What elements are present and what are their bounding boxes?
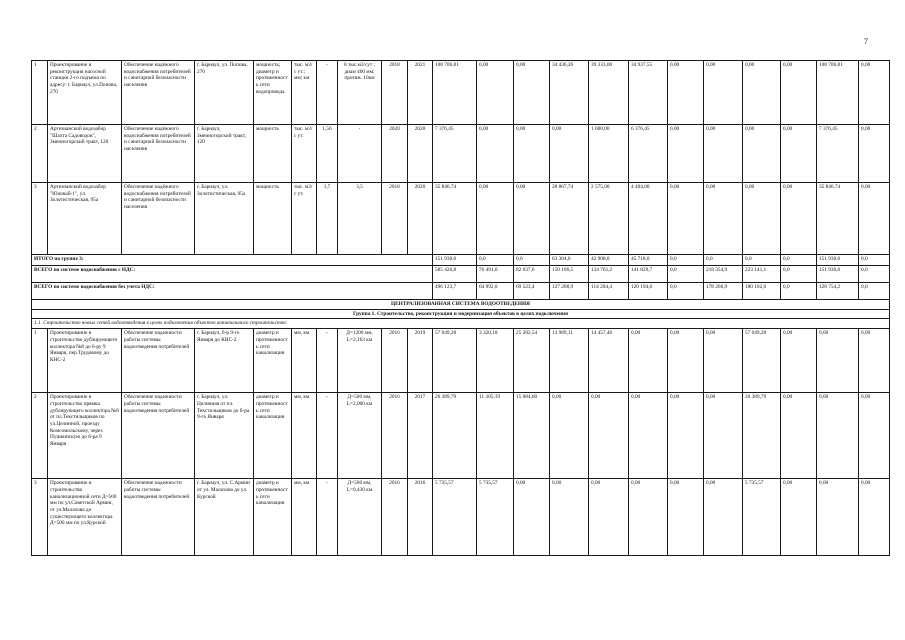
cost-cell: 0,00 [589,393,629,479]
object-location: г. Барнаул, б-р 9-го Января до КНС-2 [195,329,254,393]
cost-cell: 0,00 [514,183,550,255]
object-name: Артезианский водозабор "Южный-1", ул. Золотистическая, 95а [48,183,122,255]
row-number: 2 [32,125,48,183]
cost-cell: 0,00 [859,125,890,183]
object-purpose: Обеспечение надежности работы системы водоотведения потребителей [122,329,195,393]
parameter-unit: тыс. м3/с ут. [292,183,317,255]
table-row [32,329,890,393]
cost-cell: 0,0 [668,266,704,283]
total-cost: 5 735,57 [433,479,477,556]
total-cost: 585 426,8 [433,266,477,283]
cost-cell: 0,00 [859,183,890,255]
total-row [32,283,890,300]
total-label: ВСЕГО по системе водоснабжения без учета НДС: [32,283,433,300]
object-purpose: Обеспечение надежности работы системы водоотведения потребителей [122,479,195,556]
technical-parameter: мощность [254,183,292,255]
technical-parameter: мощность; диаметр и протяженность сети водопровода [254,61,292,125]
cost-cell: 128 754,2 [817,283,859,300]
cost-cell: 15 084,60 [514,393,550,479]
cost-cell: 127 208,9 [550,283,589,300]
cost-cell: 0,0 [743,255,781,266]
cost-cell: 0,0 [668,283,704,300]
section-title: ЦЕНТРАЛИЗОВАННАЯ СИСТЕМА ВОДООТВЕДЕНИЯ [32,300,890,310]
cost-cell: 0,00 [704,393,743,479]
cost-cell: 114 204,4 [589,283,629,300]
cost-cell: 6 376,45 [629,125,668,183]
cost-cell: 0,0 [781,283,817,300]
value-before: - [317,479,338,556]
year-end: 2021 [408,61,433,125]
cost-cell: 0,00 [629,479,668,556]
cost-cell: 0,00 [514,61,550,125]
cost-cell: 13 989,11 [550,329,589,393]
cost-cell: 120 194,6 [629,283,668,300]
cost-cell: 0,00 [477,125,514,183]
value-after: 8 тыс.м3/сут ; диам 400 мм; протяж. 10км [338,61,382,125]
value-after: - [338,125,382,183]
object-purpose: Обеспечение надёжного водоснабжения потребителей и санитарной безопасности населения [122,125,195,183]
cost-cell: 39 333,00 [589,61,629,125]
technical-parameter: диаметр и протяженность сети канализации [254,393,292,479]
year-end: 2016 [408,479,433,556]
value-before: - [317,329,338,393]
cost-cell: 3 320,18 [477,329,514,393]
cost-cell: 0,0 [859,255,890,266]
cost-cell: 34 937,55 [629,61,668,125]
cost-cell: 0,00 [629,393,668,479]
cost-cell: 0,00 [781,393,817,479]
cost-cell: 0,00 [668,393,704,479]
subgroup-header-row [32,319,890,329]
year-end: 2020 [408,183,433,255]
cost-cell: 0,00 [859,61,890,125]
cost-cell: 0,00 [704,329,743,393]
cost-cell: 0,00 [743,183,781,255]
total-cost: 108 706,81 [433,61,477,125]
cost-cell: 0,00 [550,125,589,183]
value-before: - [317,61,338,125]
total-label: ВСЕГО по системе водоснабжения с НДС: [32,266,433,283]
cost-cell: 218 354,9 [704,266,743,283]
cost-cell: 0,00 [668,183,704,255]
cost-cell: 0,0 [781,266,817,283]
cost-cell: 5 735,57 [477,479,514,556]
cost-cell: 57 049,28 [743,329,781,393]
cost-cell: 7 376,45 [817,125,859,183]
cost-cell: 25 282,54 [514,329,550,393]
object-name: Проектирование и строительство канализационной сети Д=500 мм по ул.Советской Армии, от ул.Малахова до существующего коллектора Д=500 мм по ул.Курской [48,479,122,556]
value-before: 1,56 [317,125,338,183]
year-start: 2020 [382,125,408,183]
row-number: 3 [32,183,48,255]
object-location: г. Барнаул, ул. Целинная от пл. Текстильщиков до б-ра 9-го Января [195,393,254,479]
row-number: 1 [32,329,48,393]
cost-cell: 0,0 [859,283,890,300]
cost-cell: 141 829,7 [629,266,668,283]
group-header-row [32,309,890,319]
cost-cell: 0,00 [817,479,859,556]
cost-cell: 151 930,0 [817,255,859,266]
cost-cell: 108 706,81 [817,61,859,125]
cost-cell: 0,00 [743,125,781,183]
cost-cell: 0,0 [781,255,817,266]
investment-program-table [31,60,890,556]
cost-cell: 134 761,2 [589,266,629,283]
cost-cell: 0,00 [704,183,743,255]
cost-cell: 180 102,6 [743,283,781,300]
cost-cell: 223 141,1 [743,266,781,283]
cost-cell: 0,00 [477,61,514,125]
cost-cell: 0,00 [704,61,743,125]
table-row [32,183,890,255]
total-row [32,266,890,283]
cost-cell: 0,00 [859,393,890,479]
parameter-unit: тыс. м3/с ут. [292,125,317,183]
cost-cell: 1 000,00 [589,125,629,183]
table-row [32,393,890,479]
cost-cell: 0,00 [817,329,859,393]
cost-cell: 150 106,5 [550,266,589,283]
total-cost: 26 389,79 [433,393,477,479]
cost-cell: 0,00 [589,479,629,556]
technical-parameter: диаметр и протяженность сети канализации [254,479,292,556]
cost-cell: 0,00 [668,479,704,556]
technical-parameter: мощность [254,125,292,183]
cost-cell: 0,00 [781,183,817,255]
total-label: ИТОГО по группе 3: [32,255,433,266]
table-row [32,61,890,125]
value-after: Д=500 мм, L=2,000 км [338,393,382,479]
cost-cell: 0,00 [859,329,890,393]
cost-cell: 35 846,74 [817,183,859,255]
parameter-unit: тыс. м3/с ут.; мм; км [292,61,317,125]
cost-cell: 14 457,46 [589,329,629,393]
value-after: 3,5 [338,183,382,255]
cost-cell: 0,0 [704,255,743,266]
cost-cell: 0,00 [781,125,817,183]
cost-cell: 28 867,74 [550,183,589,255]
page-number: 7 [864,37,868,46]
cost-cell: 0,00 [743,61,781,125]
cost-cell: 0,00 [477,183,514,255]
cost-cell: 64 992,0 [477,283,514,300]
cost-cell: 0,00 [550,393,589,479]
cost-cell: 0,00 [550,479,589,556]
cost-cell: 26 389,79 [743,393,781,479]
total-cost: 496 123,7 [433,283,477,300]
year-start: 2016 [382,393,408,479]
cost-cell: 178 266,9 [704,283,743,300]
cost-cell: 0,0 [668,255,704,266]
row-number: 2 [32,393,48,479]
row-number: 1 [32,61,48,125]
year-start: 2018 [382,183,408,255]
object-purpose: Обеспечение надёжного водоснабжения потребителей и санитарной безопасности населения [122,183,195,255]
cost-cell: 0,00 [781,61,817,125]
cost-cell: 0,00 [668,61,704,125]
object-purpose: Обеспечение надёжного водоснабжения потребителей и санитарной безопасности населения [122,61,195,125]
row-number: 3 [32,479,48,556]
object-location: г. Барнаул, Змеиногорский тракт, 120 [195,125,254,183]
object-location: г. Барнаул, ул. Попова, 270 [195,61,254,125]
table-row [32,125,890,183]
object-purpose: Обеспечение надежности работы системы водоотведения потребителей [122,393,195,479]
year-start: 2016 [382,329,408,393]
year-end: 2017 [408,393,433,479]
cost-cell: 0,00 [668,125,704,183]
cost-cell: 0,0 [514,255,550,266]
cost-cell: 0,00 [781,479,817,556]
total-cost: 7 376,45 [433,125,477,183]
cost-cell: 76 491,0 [477,266,514,283]
table-row [32,479,890,556]
parameter-unit: мм, км [292,393,317,479]
parameter-unit: мм, км [292,329,317,393]
object-name: Проектирование и строительство прямка дублирующего коллектора №8 от пл.Текстильщиков по ул.Целинной, проезду Комсомольскому, через Пушкинскую до б-ра 9 Января [48,393,122,479]
object-location: г. Барнаул, ул. Золотистическая, 95а [195,183,254,255]
year-end: 2020 [408,125,433,183]
cost-cell: 0,00 [629,329,668,393]
cost-cell: 0,0 [477,255,514,266]
cost-cell: 0,00 [514,479,550,556]
object-name: Проектирование и реконструкция насосной станции 2-го подъема по адресу: г. Барнаул, ул.Попова, 270 [48,61,122,125]
total-row [32,255,890,266]
cost-cell: 0,0 [859,266,890,283]
cost-cell: 4 404,00 [629,183,668,255]
parameter-unit: мм, км [292,479,317,556]
cost-cell: 63 304,0 [550,255,589,266]
cost-cell: 0,00 [817,393,859,479]
section-header-row [32,300,890,310]
group-title: Группа 1. Строительство, реконструкция и модернизация объектов в целях подключения [32,309,890,319]
object-name: Артезианский водозабор "Шахта Садоводов", Змеиногорский тракт, 120 [48,125,122,183]
value-before: 1,7 [317,183,338,255]
cost-cell: 69 523,4 [514,283,550,300]
total-cost: 35 846,74 [433,183,477,255]
cost-cell: 0,00 [668,329,704,393]
year-start: 2018 [382,61,408,125]
technical-parameter: диаметр и протяженность сети канализации [254,329,292,393]
cost-cell: 0,00 [704,125,743,183]
cost-cell: 2 575,00 [589,183,629,255]
cost-cell: 151 930,0 [817,266,859,283]
object-location: г. Барнаул, ул. С.Армии от ул. Малахова до ул. Курской [195,479,254,556]
subgroup-title: 1.1. Строительство новых сетей водоотведения в целях подключения объектов капитального строительства: [32,319,890,329]
cost-cell: 82 037,6 [514,266,550,283]
cost-cell: 42 908,0 [589,255,629,266]
value-after: Д=1200 мм, L=2,163 км [338,329,382,393]
total-cost: 57 049,28 [433,329,477,393]
total-cost: 151 930,0 [433,255,477,266]
cost-cell: 11 305,19 [477,393,514,479]
cost-cell: 0,00 [704,479,743,556]
object-name: Проектирование и строительство дублирующего коллектора №8 до 6-ру 9 Января, пер.Трудовому до КНС-2 [48,329,122,393]
cost-cell: 5 735,57 [743,479,781,556]
year-end: 2019 [408,329,433,393]
cost-cell: 45 718,0 [629,255,668,266]
value-before: - [317,393,338,479]
cost-cell: 0,00 [859,479,890,556]
cost-cell: 34 436,26 [550,61,589,125]
cost-cell: 0,00 [781,329,817,393]
cost-cell: 0,00 [514,125,550,183]
year-start: 2016 [382,479,408,556]
value-after: Д=500 мм, L=0,430 км [338,479,382,556]
